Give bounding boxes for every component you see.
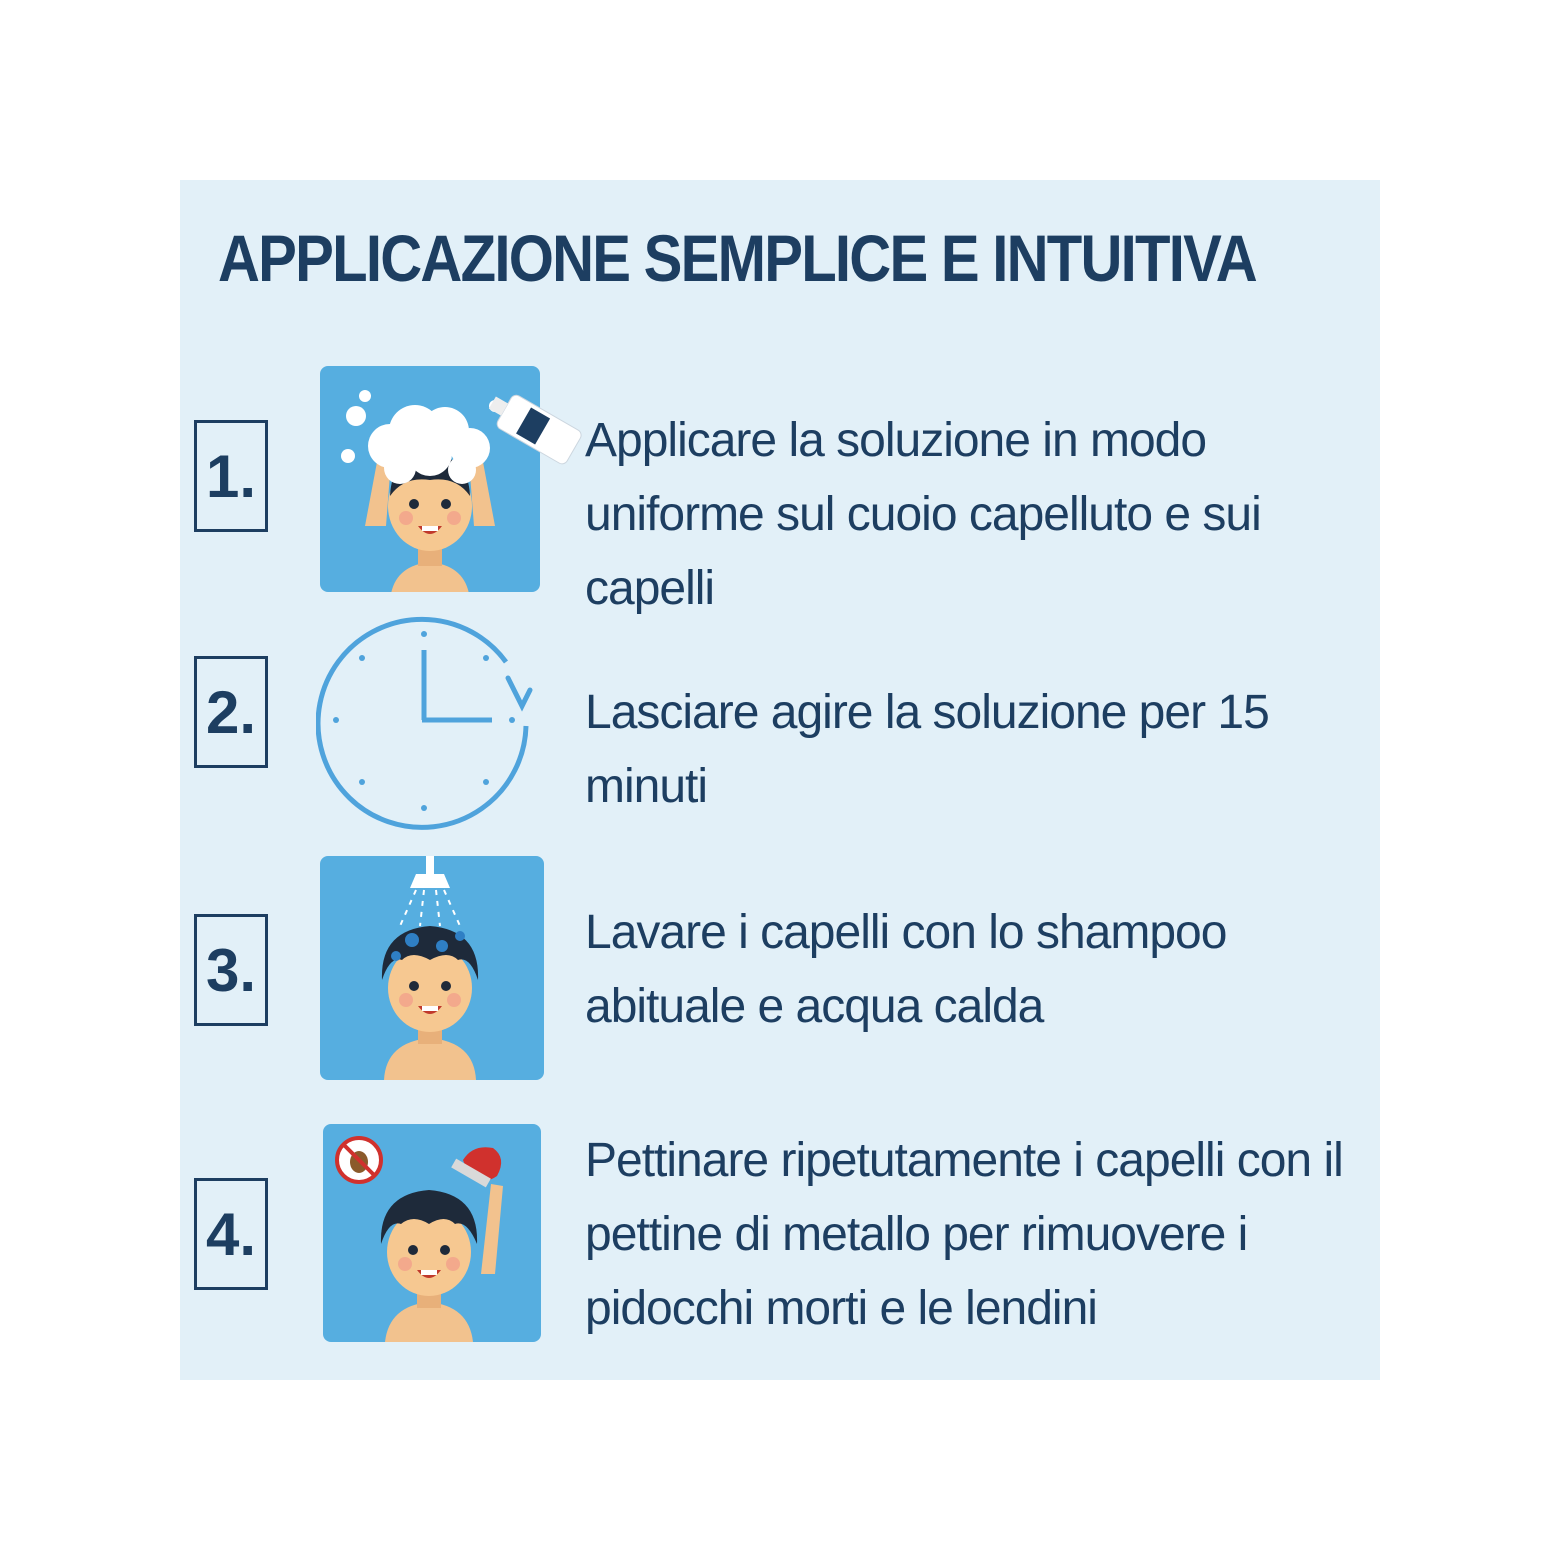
step-1-number: 1. [194,420,268,532]
step-3-number: 3. [194,914,268,1026]
child-applying-foam-icon [320,366,540,592]
child-shower-icon [320,856,544,1080]
step-4-number: 4. [194,1178,268,1290]
step-1-text: Applicare la soluzione in modo uniforme sul cuoio capelluto e sui capelli [585,414,1261,615]
instructions-panel [180,180,1380,1380]
clock-icon [316,614,536,834]
step-2-text: Lasciare agire la soluzione per 15 minuti [585,686,1269,813]
page-title: APPLICAZIONE SEMPLICE E INTUITIVA [218,221,1256,295]
step-3-text: Lavare i capelli con lo shampoo abituale e acqua calda [585,906,1227,1033]
step-4-text: Pettinare ripetutamente i capelli con il pettine di metallo per rimuovere i pidocchi morti e le lendini [585,1134,1343,1335]
step-2-number: 2. [194,656,268,768]
child-combing-icon [323,1124,541,1342]
